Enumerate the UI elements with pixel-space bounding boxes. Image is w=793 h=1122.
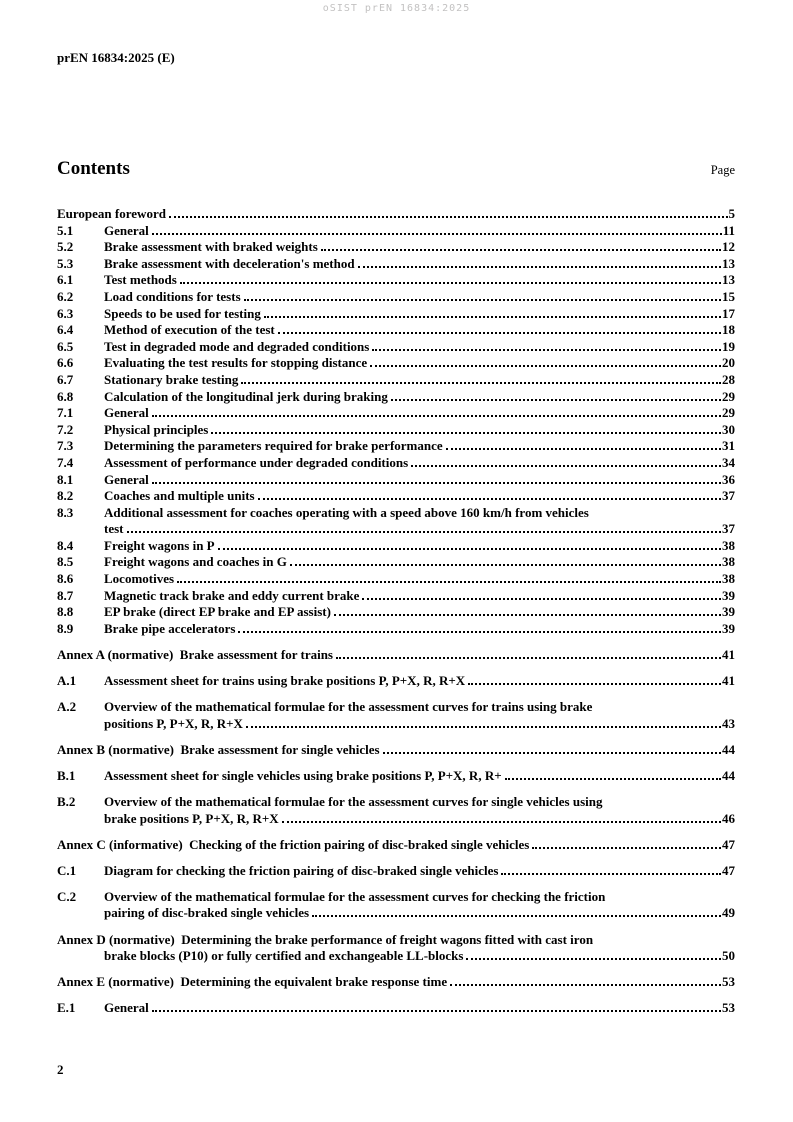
dotted-leader — [372, 349, 721, 351]
section-number: 8.1 — [57, 471, 74, 487]
toc-entry[interactable] — [57, 322, 735, 339]
toc-entry-line — [57, 621, 735, 638]
toc-entry-line — [57, 289, 735, 306]
toc-entry-line — [57, 372, 735, 389]
dotted-leader — [278, 332, 721, 334]
section-number: 6.8 — [57, 388, 74, 404]
toc-entry-line — [57, 554, 735, 571]
section-number: 5.2 — [57, 239, 74, 255]
section-number: 6.1 — [57, 272, 74, 288]
entry-page-number: 29 — [722, 405, 735, 421]
entry-title: Load conditions for tests — [104, 288, 241, 304]
entry-page-number: 34 — [722, 454, 735, 470]
toc-entry-line — [57, 223, 735, 240]
section-number: 6.5 — [57, 338, 74, 354]
dotted-leader — [238, 631, 721, 633]
dotted-leader — [336, 657, 721, 659]
entry-title-continued: positions P, P+X, R, R+X — [104, 715, 243, 731]
entry-page-number: 29 — [722, 388, 735, 404]
toc-entry-line — [57, 932, 735, 949]
toc-entry[interactable] — [57, 339, 735, 356]
toc-entry-line — [57, 699, 735, 716]
toc-entry[interactable] — [57, 488, 735, 505]
toc-entry-line — [57, 472, 735, 489]
toc-entry-line — [57, 974, 735, 991]
toc-entry-line — [57, 389, 735, 406]
entry-page-number: 37 — [722, 521, 735, 537]
section-number: 6.2 — [57, 288, 74, 304]
toc-entry-line — [57, 355, 735, 372]
toc-entry-line — [57, 206, 735, 223]
entry-title: Diagram for checking the friction pairing of disc-braked single vehicles — [104, 862, 499, 878]
entry-page-number: 36 — [722, 471, 735, 487]
dotted-leader — [466, 958, 721, 960]
toc-entry[interactable] — [57, 604, 735, 621]
dotted-leader — [334, 614, 721, 616]
section-number: 8.4 — [57, 537, 74, 553]
draft-watermark: oSIST prEN 16834:2025 — [322, 3, 471, 14]
entry-title: Coaches and multiple units — [104, 488, 255, 504]
toc-entry[interactable] — [57, 863, 735, 880]
page-number: 2 — [57, 1062, 64, 1077]
section-number: 5.1 — [57, 222, 74, 238]
toc-entry-line — [57, 322, 735, 339]
toc-entry-line — [57, 837, 735, 854]
toc-entry-line — [57, 455, 735, 472]
entry-title: General — [104, 405, 149, 421]
entry-title: Determining the parameters required for brake performance — [104, 438, 443, 454]
section-number: 8.7 — [57, 587, 74, 603]
entry-title-continued: brake blocks (P10) or fully certified and exchangeable LL-blocks — [104, 948, 464, 964]
entry-title: Test in degraded mode and degraded conditions — [104, 338, 370, 354]
entry-page-number: 41 — [722, 673, 735, 689]
entry-page-number: 28 — [722, 371, 735, 387]
toc-entry[interactable] — [57, 256, 735, 273]
page-column-label: Page — [710, 163, 735, 177]
section-number: A.1 — [57, 673, 77, 689]
dotted-leader — [370, 365, 721, 367]
dotted-leader — [446, 448, 721, 450]
entry-title: Freight wagons in P — [104, 537, 215, 553]
section-number: 8.6 — [57, 571, 74, 587]
entry-title: Annex C (informative) Checking of the friction pairing of disc-braked single vehicles — [57, 836, 530, 852]
toc-entry[interactable] — [57, 768, 735, 785]
dotted-leader — [152, 233, 722, 235]
dotted-leader — [264, 316, 721, 318]
entry-page-number: 17 — [722, 305, 735, 321]
entry-title: Stationary brake testing — [104, 371, 239, 387]
toc-entry-line — [57, 768, 735, 785]
toc-entry[interactable] — [57, 1000, 735, 1017]
toc-entry[interactable] — [57, 554, 735, 571]
entry-title: Brake pipe accelerators — [104, 620, 236, 636]
toc-entry-line — [57, 742, 735, 759]
dotted-leader — [411, 465, 721, 467]
section-number: 7.4 — [57, 454, 74, 470]
toc-entry-line — [57, 405, 735, 422]
toc-entry-line — [57, 422, 735, 439]
entry-title: Additional assessment for coaches operating with a speed above 160 km/h from vehicles — [104, 504, 589, 520]
entry-page-number: 44 — [722, 767, 735, 783]
toc-entry[interactable] — [57, 889, 735, 922]
entry-page-number: 38 — [722, 571, 735, 587]
dotted-leader — [362, 598, 721, 600]
entry-page-number: 20 — [722, 355, 735, 371]
entry-title: Calculation of the longitudinal jerk during braking — [104, 388, 388, 404]
toc-entry-line — [57, 673, 735, 690]
toc-entry[interactable] — [57, 372, 735, 389]
dotted-leader — [282, 821, 721, 823]
section-number: 8.3 — [57, 504, 74, 520]
dotted-leader — [241, 382, 721, 384]
toc-entry[interactable] — [57, 239, 735, 256]
entry-title: General — [104, 471, 149, 487]
entry-page-number: 30 — [722, 421, 735, 437]
entry-title: Brake assessment with deceleration's method — [104, 255, 355, 271]
entry-page-number: 47 — [722, 862, 735, 878]
entry-page-number: 46 — [722, 810, 735, 826]
section-number: 5.3 — [57, 255, 74, 271]
toc-entry-continuation-line — [57, 811, 735, 828]
entry-page-number: 39 — [722, 587, 735, 603]
entry-page-number: 39 — [722, 620, 735, 636]
entry-title: Brake assessment with braked weights — [104, 239, 318, 255]
contents-header — [57, 158, 735, 180]
toc-entry-line — [57, 438, 735, 455]
toc-entry[interactable] — [57, 306, 735, 323]
toc-entry-line — [57, 588, 735, 605]
dotted-leader — [244, 299, 721, 301]
entry-title: Overview of the mathematical formulae for the assessment curves for trains using brake — [104, 699, 593, 715]
toc-entry[interactable] — [57, 647, 735, 664]
dotted-leader — [152, 1010, 721, 1012]
dotted-leader — [501, 873, 721, 875]
section-number: B.2 — [57, 794, 76, 809]
toc-entry-line — [57, 794, 735, 811]
entry-title: General — [104, 1000, 149, 1016]
entry-title: Freight wagons and coaches in G — [104, 554, 287, 570]
entry-title: Annex D (normative) Determining the brake performance of freight wagons fitted with cast iron — [57, 931, 594, 947]
section-number: 7.1 — [57, 405, 74, 421]
contents-title: Contents — [57, 158, 130, 179]
section-number: 8.5 — [57, 554, 74, 570]
section-number: 6.3 — [57, 305, 74, 321]
entry-title: European foreword — [57, 206, 166, 221]
dotted-leader — [152, 415, 721, 417]
document-reference-header: prEN 16834:2025 (E) — [57, 50, 175, 65]
entry-title-continued: brake positions P, P+X, R, R+X — [104, 810, 279, 826]
toc-entry-line — [57, 306, 735, 323]
toc-entry[interactable] — [57, 673, 735, 690]
table-of-contents — [57, 206, 735, 1017]
toc-entry-line — [57, 571, 735, 588]
entry-page-number: 37 — [722, 488, 735, 504]
section-number: 6.4 — [57, 322, 74, 338]
toc-entry[interactable] — [57, 455, 735, 472]
dotted-leader — [177, 581, 721, 583]
toc-entry-line — [57, 488, 735, 505]
entry-title: Physical principles — [104, 421, 209, 437]
toc-entry-continuation-line — [57, 521, 735, 538]
section-number: 8.9 — [57, 620, 74, 636]
dotted-leader — [321, 249, 721, 251]
entry-page-number: 39 — [722, 604, 735, 620]
toc-entry-line — [57, 1000, 735, 1017]
toc-entry[interactable] — [57, 438, 735, 455]
toc-entry[interactable] — [57, 272, 735, 289]
toc-entry[interactable] — [57, 699, 735, 732]
entry-title: Overview of the mathematical formulae for the assessment curves for single vehicles using — [104, 794, 603, 809]
section-number: 8.8 — [57, 604, 74, 620]
toc-entry[interactable] — [57, 837, 735, 854]
toc-entry[interactable] — [57, 505, 735, 538]
entry-title: EP brake (direct EP brake and EP assist) — [104, 604, 331, 620]
toc-entry-line — [57, 863, 735, 880]
toc-entry-line — [57, 256, 735, 273]
section-number: 8.2 — [57, 488, 74, 504]
toc-entry[interactable] — [57, 621, 735, 638]
dotted-leader — [258, 498, 721, 500]
dotted-leader — [180, 282, 721, 284]
entry-page-number: 11 — [722, 222, 735, 238]
entry-page-number: 12 — [722, 239, 735, 255]
dotted-leader — [211, 432, 721, 434]
entry-title: Annex E (normative) Determining the equivalent brake response time — [57, 974, 448, 990]
toc-entry-line — [57, 647, 735, 664]
toc-entry[interactable] — [57, 405, 735, 422]
entry-title: Annex B (normative) Brake assessment for single vehicles — [57, 741, 380, 757]
dotted-leader — [290, 564, 721, 566]
entry-page-number: 53 — [722, 1000, 735, 1016]
entry-title: Assessment sheet for trains using brake positions P, P+X, R, R+X — [104, 673, 466, 689]
toc-entry-continuation-line — [57, 905, 735, 922]
dotted-leader — [127, 531, 722, 533]
entry-page-number: 38 — [722, 554, 735, 570]
entry-page-number: 44 — [722, 741, 735, 757]
toc-entry-line — [57, 604, 735, 621]
toc-entry[interactable] — [57, 538, 735, 555]
entry-page-number: 47 — [722, 836, 735, 852]
toc-entry[interactable] — [57, 206, 735, 223]
entry-page-number: 38 — [722, 537, 735, 553]
entry-page-number: 13 — [722, 272, 735, 288]
dotted-leader — [218, 548, 721, 550]
toc-entry[interactable] — [57, 794, 735, 827]
dotted-leader — [468, 683, 721, 685]
section-number: A.2 — [57, 699, 77, 715]
dotted-leader — [505, 778, 721, 780]
entry-page-number: 49 — [722, 905, 735, 921]
section-number: 7.2 — [57, 421, 74, 437]
dotted-leader — [246, 726, 721, 728]
entry-page-number: 19 — [722, 338, 735, 354]
entry-title: Magnetic track brake and eddy current brake — [104, 587, 360, 603]
toc-entry-line — [57, 505, 735, 522]
dotted-leader — [391, 399, 721, 401]
toc-entry-line — [57, 889, 735, 906]
toc-entry-continuation-line — [57, 948, 735, 965]
toc-entry-continuation-line — [57, 716, 735, 733]
toc-entry[interactable] — [57, 742, 735, 759]
toc-entry-line — [57, 272, 735, 289]
entry-page-number: 13 — [722, 255, 735, 271]
toc-entry[interactable] — [57, 422, 735, 439]
dotted-leader — [383, 752, 721, 754]
toc-entry[interactable] — [57, 588, 735, 605]
entry-title: Test methods — [104, 272, 177, 288]
dotted-leader — [312, 915, 721, 917]
toc-entry[interactable] — [57, 932, 735, 965]
toc-entry[interactable] — [57, 974, 735, 991]
section-number: E.1 — [57, 1000, 76, 1016]
toc-entry[interactable] — [57, 472, 735, 489]
entry-title: Overview of the mathematical formulae for the assessment curves for checking the friction — [104, 888, 606, 904]
entry-title: Assessment of performance under degraded conditions — [104, 454, 409, 470]
entry-title: Locomotives — [104, 571, 175, 587]
section-number: B.1 — [57, 767, 76, 783]
entry-page-number: 31 — [722, 438, 735, 454]
entry-title: Speeds to be used for testing — [104, 305, 261, 321]
dotted-leader — [152, 482, 721, 484]
toc-entry-line — [57, 239, 735, 256]
entry-title: General — [104, 222, 149, 238]
section-number: 6.7 — [57, 371, 74, 387]
toc-entry[interactable] — [57, 389, 735, 406]
toc-entry[interactable] — [57, 571, 735, 588]
section-number: 6.6 — [57, 355, 74, 371]
entry-title: Evaluating the test results for stopping distance — [104, 355, 368, 371]
entry-page-number: 41 — [722, 646, 735, 662]
entry-title-continued: test — [104, 521, 124, 537]
toc-entry-line — [57, 339, 735, 356]
toc-entry[interactable] — [57, 289, 735, 306]
entry-page-number: 43 — [722, 715, 735, 731]
entry-page-number: 18 — [722, 322, 735, 338]
entry-page-number: 53 — [722, 974, 735, 990]
entry-title: Method of execution of the test — [104, 322, 275, 338]
entry-page-number: 50 — [722, 948, 735, 964]
section-number: 7.3 — [57, 438, 74, 454]
entry-title: Annex A (normative) Brake assessment for trains — [57, 646, 333, 662]
dotted-leader — [358, 266, 721, 268]
entry-page-number: 15 — [722, 288, 735, 304]
section-number: C.1 — [57, 862, 77, 878]
entry-title-continued: pairing of disc-braked single vehicles — [104, 905, 310, 921]
toc-entry[interactable] — [57, 223, 735, 240]
entry-title: Assessment sheet for single vehicles using brake positions P, P+X, R, R+ — [104, 767, 502, 783]
entry-page-number: 5 — [728, 206, 735, 221]
toc-entry[interactable] — [57, 355, 735, 372]
dotted-leader — [169, 216, 728, 218]
dotted-leader — [532, 847, 721, 849]
section-number: C.2 — [57, 888, 77, 904]
dotted-leader — [450, 984, 721, 986]
toc-entry-line — [57, 538, 735, 555]
